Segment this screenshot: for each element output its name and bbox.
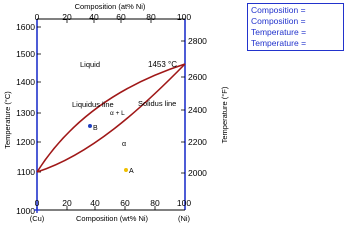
top-tick-0: 0 xyxy=(34,12,40,22)
readout-panel xyxy=(247,3,344,51)
bottom-axis-title: Composition (wt% Ni) xyxy=(75,214,149,223)
point-a-marker xyxy=(124,168,128,172)
right-tick-2400: 2400 xyxy=(188,105,207,115)
point-a-label: A xyxy=(129,168,134,175)
bottom-end-label-cu: (Cu) xyxy=(29,214,45,223)
top-tick-20: 20 xyxy=(62,12,72,22)
top-tick-40: 40 xyxy=(89,12,99,22)
composition-at-readout: Composition = xyxy=(251,5,306,15)
melting-point-label: 1453 °C xyxy=(148,60,177,69)
right-tick-2800: 2800 xyxy=(188,36,207,46)
bottom-tick-0: 0 xyxy=(34,198,40,208)
top-axis-title: Composition (at% Ni) xyxy=(74,2,146,11)
left-axis-title: Temperature (°C) xyxy=(3,91,12,149)
temperature-c-readout: Temperature = xyxy=(251,27,307,37)
left-tick-1200: 1200 xyxy=(16,137,35,147)
liquidus-line-label: Liquidus line xyxy=(72,100,114,109)
left-tick-1000: 1000 xyxy=(16,206,35,216)
right-axis-title: Temperature (°F) xyxy=(220,86,229,144)
bottom-tick-80: 80 xyxy=(150,198,160,208)
right-tick-2200: 2200 xyxy=(188,137,207,147)
liquidus-curve xyxy=(37,64,185,172)
temperature-f-readout: Temperature = xyxy=(251,38,307,48)
bottom-tick-60: 60 xyxy=(120,198,130,208)
alpha-l-region-label: α + L xyxy=(110,110,125,117)
right-tick-2000: 2000 xyxy=(188,168,207,178)
point-b-marker xyxy=(88,124,92,128)
bottom-tick-100: 100 xyxy=(176,198,192,208)
bottom-tick-40: 40 xyxy=(90,198,100,208)
alpha-region-label: α xyxy=(122,141,127,148)
solidus-line-label: Solidus line xyxy=(138,99,177,108)
top-tick-100: 100 xyxy=(176,12,192,22)
solidus-curve xyxy=(37,64,185,172)
top-tick-80: 80 xyxy=(146,12,156,22)
left-tick-1100: 1100 xyxy=(16,167,35,177)
bottom-end-label-ni: (Ni) xyxy=(177,214,191,223)
left-tick-1400: 1400 xyxy=(16,77,35,87)
left-tick-1300: 1300 xyxy=(16,108,35,118)
top-tick-60: 60 xyxy=(116,12,126,22)
left-tick-1600: 1600 xyxy=(16,22,35,32)
bottom-tick-20: 20 xyxy=(62,198,72,208)
left-tick-1500: 1500 xyxy=(16,49,35,59)
composition-wt-readout: Composition = xyxy=(251,16,306,26)
liquid-label: Liquid xyxy=(80,60,101,69)
point-b-label: B xyxy=(93,125,98,132)
right-tick-2600: 2600 xyxy=(188,72,207,82)
